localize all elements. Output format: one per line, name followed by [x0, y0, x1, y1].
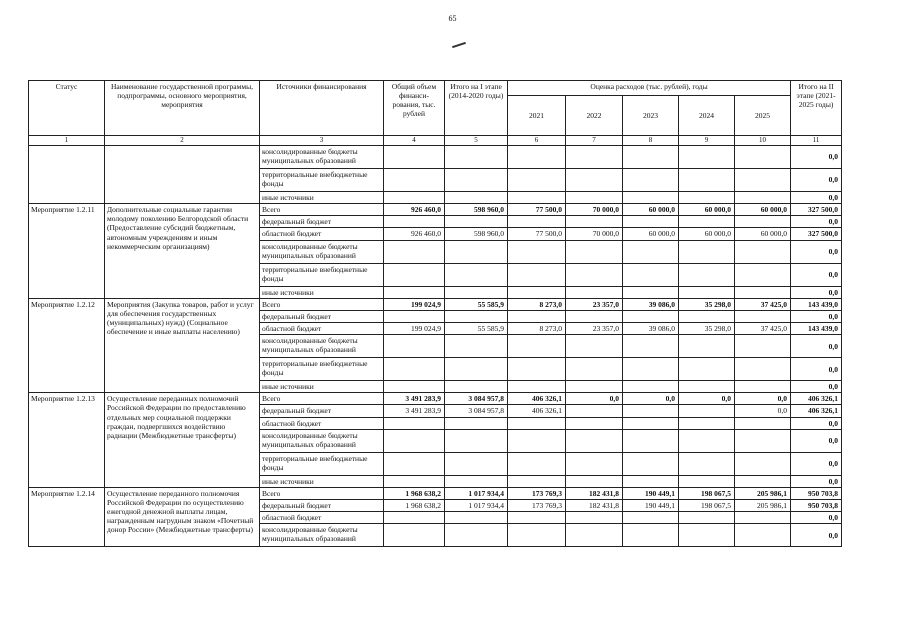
- value-cell: [623, 216, 679, 228]
- value-cell: 182 431,8: [566, 487, 623, 499]
- value-cell: [508, 192, 566, 204]
- value-cell: [679, 405, 735, 417]
- source-cell: иные источники: [260, 475, 384, 487]
- value-cell: [679, 452, 735, 475]
- value-cell: 198 067,5: [679, 487, 735, 499]
- value-cell: [566, 429, 623, 452]
- value-cell: 70 000,0: [566, 204, 623, 216]
- value-cell: [735, 146, 791, 169]
- value-cell: [735, 417, 791, 429]
- value-cell: [566, 216, 623, 228]
- source-cell: территориальные внебюджетные фонды: [260, 358, 384, 381]
- value-cell: [384, 169, 445, 192]
- value-cell: 926 460,0: [384, 204, 445, 216]
- value-cell: 0,0: [679, 393, 735, 405]
- value-cell: 173 769,3: [508, 499, 566, 511]
- value-cell: 0,0: [791, 335, 842, 358]
- header-status: Статус: [29, 81, 105, 136]
- value-cell: [508, 475, 566, 487]
- value-cell: [566, 405, 623, 417]
- value-cell: [384, 240, 445, 263]
- name-cell: Дополнительные социальные гарантии молодому поколению Белгородской области (Предоставление субсидий бюджетным, автономным учреждениям и иным некоммерческим организациям): [105, 204, 260, 299]
- col-number: 7: [566, 136, 623, 146]
- col-number: 11: [791, 136, 842, 146]
- col-number: 2: [105, 136, 260, 146]
- header-row: [29, 81, 842, 96]
- value-cell: [384, 381, 445, 393]
- value-cell: [679, 169, 735, 192]
- value-cell: [735, 475, 791, 487]
- value-cell: [679, 524, 735, 547]
- value-cell: 0,0: [791, 146, 842, 169]
- value-cell: [679, 381, 735, 393]
- value-cell: 55 585,9: [445, 322, 508, 334]
- value-cell: [384, 452, 445, 475]
- status-cell: Мероприятие 1.2.14: [29, 487, 105, 546]
- value-cell: [623, 286, 679, 298]
- value-cell: 0,0: [791, 429, 842, 452]
- source-cell: Всего: [260, 204, 384, 216]
- value-cell: 3 084 957,8: [445, 393, 508, 405]
- value-cell: [445, 240, 508, 263]
- value-cell: [679, 429, 735, 452]
- value-cell: [384, 335, 445, 358]
- value-cell: [735, 381, 791, 393]
- source-cell: Всего: [260, 298, 384, 310]
- value-cell: 143 439,0: [791, 322, 842, 334]
- value-cell: 0,0: [791, 216, 842, 228]
- value-cell: 60 000,0: [735, 204, 791, 216]
- value-cell: [679, 417, 735, 429]
- value-cell: [508, 216, 566, 228]
- value-cell: [384, 310, 445, 322]
- value-cell: [384, 263, 445, 286]
- value-cell: 406 326,1: [791, 393, 842, 405]
- value-cell: [623, 405, 679, 417]
- value-cell: 0,0: [791, 475, 842, 487]
- value-cell: [623, 146, 679, 169]
- value-cell: [384, 429, 445, 452]
- value-cell: [384, 192, 445, 204]
- value-cell: [566, 192, 623, 204]
- value-cell: 198 067,5: [679, 499, 735, 511]
- value-cell: [735, 358, 791, 381]
- value-cell: [384, 512, 445, 524]
- value-cell: [384, 358, 445, 381]
- col-number: 9: [679, 136, 735, 146]
- value-cell: [384, 417, 445, 429]
- value-cell: [679, 216, 735, 228]
- value-cell: [623, 524, 679, 547]
- value-cell: 8 273,0: [508, 298, 566, 310]
- source-cell: федеральный бюджет: [260, 310, 384, 322]
- value-cell: 0,0: [791, 286, 842, 298]
- value-cell: 1 017 934,4: [445, 487, 508, 499]
- value-cell: 406 326,1: [508, 405, 566, 417]
- value-cell: 327 500,0: [791, 204, 842, 216]
- value-cell: 60 000,0: [679, 204, 735, 216]
- header-estimate: Оценка расходов (тыс. рублей), годы: [508, 81, 791, 96]
- value-cell: 60 000,0: [623, 204, 679, 216]
- value-cell: [735, 512, 791, 524]
- pen-mark: [452, 42, 466, 48]
- value-cell: [508, 263, 566, 286]
- value-cell: [735, 310, 791, 322]
- value-cell: [623, 310, 679, 322]
- value-cell: [735, 169, 791, 192]
- value-cell: [508, 429, 566, 452]
- value-cell: [445, 381, 508, 393]
- value-cell: 77 500,0: [508, 228, 566, 240]
- value-cell: [508, 512, 566, 524]
- value-cell: [508, 358, 566, 381]
- value-cell: 199 024,9: [384, 322, 445, 334]
- value-cell: [445, 358, 508, 381]
- header-source: Источники финансирования: [260, 81, 384, 136]
- source-cell: территориальные внебюджетные фонды: [260, 452, 384, 475]
- header-name: Наименование государственной программы, подпрограммы, основного мероприятия, мероприятия: [105, 81, 260, 136]
- table-row: [29, 146, 842, 169]
- value-cell: [445, 475, 508, 487]
- value-cell: [445, 452, 508, 475]
- value-cell: [679, 263, 735, 286]
- value-cell: [445, 146, 508, 169]
- source-cell: консолидированные бюджеты муниципальных образований: [260, 429, 384, 452]
- header-stage2: Итого на II этапе (2021-2025 годы): [791, 81, 842, 136]
- value-cell: 1 968 638,2: [384, 499, 445, 511]
- value-cell: [566, 169, 623, 192]
- value-cell: [508, 524, 566, 547]
- value-cell: 0,0: [791, 263, 842, 286]
- col-number: 1: [29, 136, 105, 146]
- value-cell: [445, 286, 508, 298]
- value-cell: 598 960,0: [445, 204, 508, 216]
- source-cell: областной бюджет: [260, 228, 384, 240]
- value-cell: [623, 358, 679, 381]
- value-cell: 39 086,0: [623, 322, 679, 334]
- financing-table: [28, 80, 842, 547]
- value-cell: 0,0: [623, 393, 679, 405]
- value-cell: [445, 169, 508, 192]
- value-cell: 3 084 957,8: [445, 405, 508, 417]
- value-cell: 23 357,0: [566, 298, 623, 310]
- source-cell: Всего: [260, 393, 384, 405]
- value-cell: [384, 524, 445, 547]
- col-number: 8: [623, 136, 679, 146]
- value-cell: 3 491 283,9: [384, 405, 445, 417]
- source-cell: федеральный бюджет: [260, 499, 384, 511]
- source-cell: Всего: [260, 487, 384, 499]
- source-cell: консолидированные бюджеты муниципальных образований: [260, 335, 384, 358]
- value-cell: [735, 263, 791, 286]
- table-row: [29, 487, 842, 499]
- name-cell: Осуществление переданного полномочия Российской Федерации по осуществлению ежегодной денежной выплаты лицам, награжденным нагрудным знаком «Почетный донор России» (Межбюджетные трансферты): [105, 487, 260, 546]
- header-year: 2022: [566, 96, 623, 136]
- value-cell: [384, 146, 445, 169]
- status-cell: [29, 146, 105, 204]
- value-cell: [735, 192, 791, 204]
- value-cell: [566, 286, 623, 298]
- value-cell: [508, 310, 566, 322]
- source-cell: иные источники: [260, 286, 384, 298]
- source-cell: консолидированные бюджеты муниципальных образований: [260, 524, 384, 547]
- value-cell: [735, 240, 791, 263]
- col-number: 5: [445, 136, 508, 146]
- value-cell: [623, 452, 679, 475]
- source-cell: федеральный бюджет: [260, 405, 384, 417]
- value-cell: [566, 358, 623, 381]
- value-cell: 0,0: [791, 192, 842, 204]
- header-stage1: Итого на I этапе (2014-2020 годы): [445, 81, 508, 136]
- value-cell: [508, 169, 566, 192]
- value-cell: [508, 381, 566, 393]
- value-cell: 8 273,0: [508, 322, 566, 334]
- value-cell: [679, 192, 735, 204]
- source-cell: областной бюджет: [260, 417, 384, 429]
- table-row: [29, 298, 842, 310]
- source-cell: иные источники: [260, 192, 384, 204]
- header-year: 2023: [623, 96, 679, 136]
- header-year: 2024: [679, 96, 735, 136]
- value-cell: [566, 381, 623, 393]
- name-cell: Осуществление переданных полномочий Российской Федерации по предоставлению отдельных мер социальной поддержки граждан, подвергшихся воздействию радиации (Межбюджетные трансферты): [105, 393, 260, 488]
- value-cell: 327 500,0: [791, 228, 842, 240]
- value-cell: 37 425,0: [735, 322, 791, 334]
- value-cell: 1 017 934,4: [445, 499, 508, 511]
- header-total: Общий объем финанси-рования, тыс. рублей: [384, 81, 445, 136]
- value-cell: 60 000,0: [679, 228, 735, 240]
- value-cell: [566, 146, 623, 169]
- value-cell: [623, 381, 679, 393]
- value-cell: 1 968 638,2: [384, 487, 445, 499]
- source-cell: территориальные внебюджетные фонды: [260, 169, 384, 192]
- value-cell: [445, 216, 508, 228]
- value-cell: 950 703,8: [791, 499, 842, 511]
- value-cell: 950 703,8: [791, 487, 842, 499]
- source-cell: федеральный бюджет: [260, 216, 384, 228]
- value-cell: [679, 512, 735, 524]
- source-cell: областной бюджет: [260, 512, 384, 524]
- header-year: 2021: [508, 96, 566, 136]
- value-cell: [566, 452, 623, 475]
- value-cell: 60 000,0: [623, 228, 679, 240]
- value-cell: [566, 512, 623, 524]
- value-cell: 199 024,9: [384, 298, 445, 310]
- col-number: 4: [384, 136, 445, 146]
- value-cell: [445, 524, 508, 547]
- value-cell: [566, 335, 623, 358]
- col-number: 6: [508, 136, 566, 146]
- value-cell: 0,0: [791, 512, 842, 524]
- value-cell: 406 326,1: [508, 393, 566, 405]
- value-cell: [445, 192, 508, 204]
- value-cell: [735, 286, 791, 298]
- page-number: 65: [448, 14, 457, 23]
- value-cell: [735, 524, 791, 547]
- value-cell: 77 500,0: [508, 204, 566, 216]
- col-number: 10: [735, 136, 791, 146]
- value-cell: [384, 216, 445, 228]
- value-cell: [566, 310, 623, 322]
- value-cell: 143 439,0: [791, 298, 842, 310]
- value-cell: 37 425,0: [735, 298, 791, 310]
- value-cell: [508, 452, 566, 475]
- header-year: 2025: [735, 96, 791, 136]
- value-cell: [623, 429, 679, 452]
- value-cell: [623, 169, 679, 192]
- value-cell: [623, 240, 679, 263]
- value-cell: [445, 429, 508, 452]
- value-cell: 0,0: [791, 358, 842, 381]
- status-cell: Мероприятие 1.2.13: [29, 393, 105, 488]
- value-cell: [623, 475, 679, 487]
- value-cell: [566, 240, 623, 263]
- value-cell: [508, 335, 566, 358]
- value-cell: [566, 417, 623, 429]
- value-cell: 926 460,0: [384, 228, 445, 240]
- value-cell: 35 298,0: [679, 322, 735, 334]
- value-cell: [623, 192, 679, 204]
- value-cell: [445, 512, 508, 524]
- value-cell: [735, 429, 791, 452]
- value-cell: [679, 240, 735, 263]
- value-cell: 205 986,1: [735, 487, 791, 499]
- source-cell: консолидированные бюджеты муниципальных образований: [260, 146, 384, 169]
- value-cell: 55 585,9: [445, 298, 508, 310]
- value-cell: [508, 146, 566, 169]
- value-cell: [508, 286, 566, 298]
- value-cell: 205 986,1: [735, 499, 791, 511]
- value-cell: 0,0: [566, 393, 623, 405]
- status-cell: Мероприятие 1.2.11: [29, 204, 105, 299]
- source-cell: иные источники: [260, 381, 384, 393]
- value-cell: 0,0: [735, 393, 791, 405]
- value-cell: 0,0: [735, 405, 791, 417]
- value-cell: [735, 335, 791, 358]
- name-cell: [105, 146, 260, 204]
- value-cell: 173 769,3: [508, 487, 566, 499]
- value-cell: 0,0: [791, 381, 842, 393]
- name-cell: Мероприятия (Закупка товаров, работ и услуг для обеспечения государственных (муниципальных) нужд) (Социальное обеспечение и иные выплаты населению): [105, 298, 260, 393]
- value-cell: [623, 335, 679, 358]
- value-cell: [679, 475, 735, 487]
- value-cell: [566, 524, 623, 547]
- value-cell: 35 298,0: [679, 298, 735, 310]
- value-cell: 0,0: [791, 240, 842, 263]
- value-cell: [623, 417, 679, 429]
- value-cell: [679, 146, 735, 169]
- value-cell: [679, 335, 735, 358]
- value-cell: [735, 452, 791, 475]
- table-row: [29, 393, 842, 405]
- value-cell: 598 960,0: [445, 228, 508, 240]
- value-cell: [566, 475, 623, 487]
- value-cell: [623, 263, 679, 286]
- col-number: 3: [260, 136, 384, 146]
- source-cell: областной бюджет: [260, 322, 384, 334]
- value-cell: [508, 240, 566, 263]
- value-cell: [445, 335, 508, 358]
- value-cell: 0,0: [791, 310, 842, 322]
- value-cell: [679, 310, 735, 322]
- value-cell: [445, 310, 508, 322]
- value-cell: 60 000,0: [735, 228, 791, 240]
- value-cell: [566, 263, 623, 286]
- value-cell: 0,0: [791, 524, 842, 547]
- value-cell: 0,0: [791, 452, 842, 475]
- value-cell: 182 431,8: [566, 499, 623, 511]
- value-cell: [735, 216, 791, 228]
- value-cell: [445, 263, 508, 286]
- value-cell: 0,0: [791, 417, 842, 429]
- value-cell: [384, 475, 445, 487]
- value-cell: 0,0: [791, 169, 842, 192]
- value-cell: 3 491 283,9: [384, 393, 445, 405]
- value-cell: 39 086,0: [623, 298, 679, 310]
- value-cell: [445, 417, 508, 429]
- value-cell: [623, 512, 679, 524]
- column-number-row: [29, 136, 842, 146]
- value-cell: [679, 358, 735, 381]
- value-cell: [508, 417, 566, 429]
- source-cell: консолидированные бюджеты муниципальных образований: [260, 240, 384, 263]
- table-row: [29, 204, 842, 216]
- source-cell: территориальные внебюджетные фонды: [260, 263, 384, 286]
- value-cell: 70 000,0: [566, 228, 623, 240]
- value-cell: 190 449,1: [623, 499, 679, 511]
- value-cell: 190 449,1: [623, 487, 679, 499]
- value-cell: 406 326,1: [791, 405, 842, 417]
- status-cell: Мероприятие 1.2.12: [29, 298, 105, 393]
- value-cell: [384, 286, 445, 298]
- value-cell: 23 357,0: [566, 322, 623, 334]
- value-cell: [679, 286, 735, 298]
